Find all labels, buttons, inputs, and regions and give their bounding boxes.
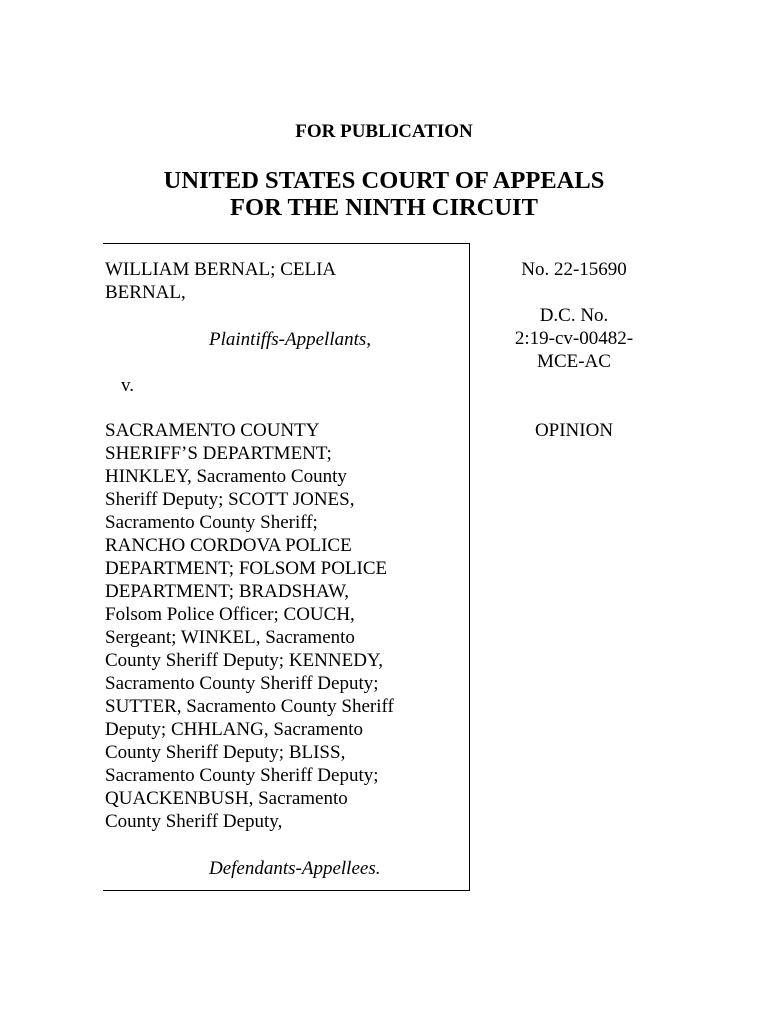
case-number: No. 22-15690: [521, 259, 627, 280]
opinion-label: OPINION: [534, 420, 614, 441]
defendant-line: DEPARTMENT; BRADSHAW,: [105, 581, 350, 602]
defendant-line: Folsom Police Officer; COUCH,: [105, 604, 355, 625]
dc-number-line-2: MCE-AC: [537, 351, 611, 372]
defendant-line: Sergeant; WINKEL, Sacramento: [105, 627, 355, 648]
plaintiffs-role: Plaintiffs-Appellants,: [209, 329, 372, 350]
publication-heading: FOR PUBLICATION: [295, 121, 473, 142]
defendant-line: County Sheriff Deputy; KENNEDY,: [105, 650, 383, 671]
dc-number-line-1: 2:19-cv-00482-: [514, 328, 634, 349]
defendant-line: Deputy; CHHLANG, Sacramento: [105, 719, 364, 740]
defendant-line: Sacramento County Sheriff Deputy;: [105, 765, 379, 786]
defendant-line: SHERIFF’S DEPARTMENT;: [105, 443, 332, 464]
defendants-role: Defendants-Appellees.: [209, 858, 381, 879]
defendant-line: RANCHO CORDOVA POLICE: [105, 535, 352, 556]
defendant-line: QUACKENBUSH, Sacramento: [105, 788, 348, 809]
defendant-line: Sacramento County Sheriff Deputy;: [105, 673, 379, 694]
defendant-line: Sacramento County Sheriff;: [105, 512, 318, 533]
defendant-line: County Sheriff Deputy,: [105, 811, 283, 832]
defendant-line: DEPARTMENT; FOLSOM POLICE: [105, 558, 388, 579]
plaintiff-name-line: BERNAL,: [105, 282, 186, 303]
plaintiff-name-line: WILLIAM BERNAL; CELIA: [105, 259, 337, 280]
court-title-line-1: UNITED STATES COURT OF APPEALS: [163, 167, 605, 194]
defendant-line: Sheriff Deputy; SCOTT JONES,: [105, 489, 355, 510]
court-title-line-2: FOR THE NINTH CIRCUIT: [230, 194, 538, 221]
versus: v.: [121, 375, 135, 396]
defendant-line: County Sheriff Deputy; BLISS,: [105, 742, 346, 763]
dc-label: D.C. No.: [539, 305, 609, 326]
defendant-line: SACRAMENTO COUNTY: [105, 420, 320, 441]
defendant-line: HINKLEY, Sacramento County: [105, 466, 347, 487]
defendant-line: SUTTER, Sacramento County Sheriff: [105, 696, 394, 717]
